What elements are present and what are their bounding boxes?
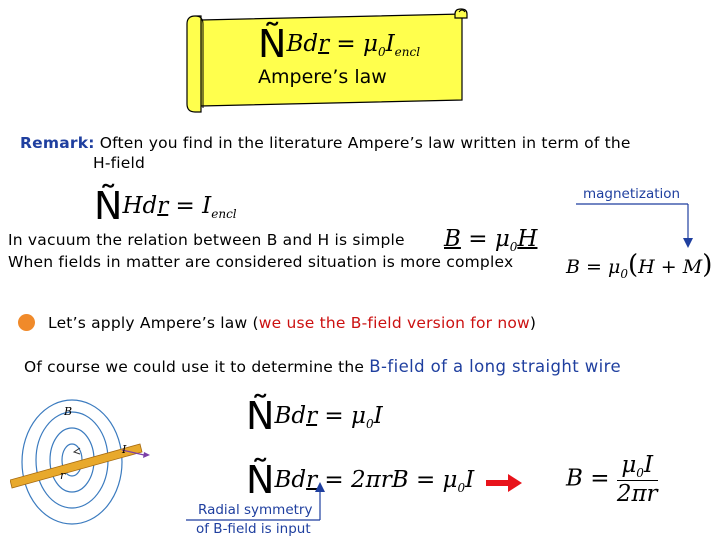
wire-line: Of course we could use it to determine the B-field of a long straight wire [24, 357, 622, 376]
vacuum-line: In vacuum the relation between B and H is simple [8, 231, 405, 249]
wire-field-figure [10, 398, 150, 528]
result-fraction: $\frac{\mu_0I}{2\pi r}$ [616, 452, 658, 507]
bullet-icon [18, 314, 35, 331]
h-field-equation: ÑHdr = $I_{encl}$ [94, 184, 237, 228]
remark-label: Remark: [20, 134, 95, 152]
scroll-title: Ampere’s law [258, 66, 387, 88]
b-field-version-note: we use the B-field version for now [258, 314, 530, 332]
wire-equation-1: ÑBdr = $\mu_0I$ [246, 394, 383, 438]
figure-label-r: r [60, 469, 66, 482]
radial-note-line-1: Radial symmetry [198, 502, 313, 518]
radial-note-arrow [180, 476, 330, 526]
radial-note-line-2: of B-field is input [196, 521, 311, 537]
remark-line-2: H-field [93, 154, 146, 172]
figure-label-i: I [122, 443, 127, 456]
matter-relation-equation: $B = \mu_0(H + M)$ [566, 250, 713, 281]
magnetization-arrow [570, 200, 700, 250]
wire-equation-2: ÑBdr = $2\pi rB = \mu_0I$ [246, 458, 475, 502]
figure-label-b: B [64, 405, 73, 418]
implies-arrow-icon [486, 472, 522, 494]
matter-line: When fields in matter are considered situation is more complex [8, 253, 514, 271]
ampere-law-equation: ÑBdr = $\mu_0I_{encl}$ [258, 22, 421, 66]
magnetization-label: magnetization [583, 186, 681, 202]
wire-highlight: B-field of a long straight wire [369, 357, 622, 376]
apply-line: Let’s apply Ampere’s law (we use the B-field version for now) [48, 314, 537, 332]
vacuum-relation-equation: $B = \mu_0H$ [444, 226, 538, 254]
result-equation: B = $\frac{\mu_0I}{2\pi r}$ [566, 452, 658, 507]
remark-line-1: Remark: Often you find in the literature Ampere’s law written in term of the [20, 134, 631, 152]
